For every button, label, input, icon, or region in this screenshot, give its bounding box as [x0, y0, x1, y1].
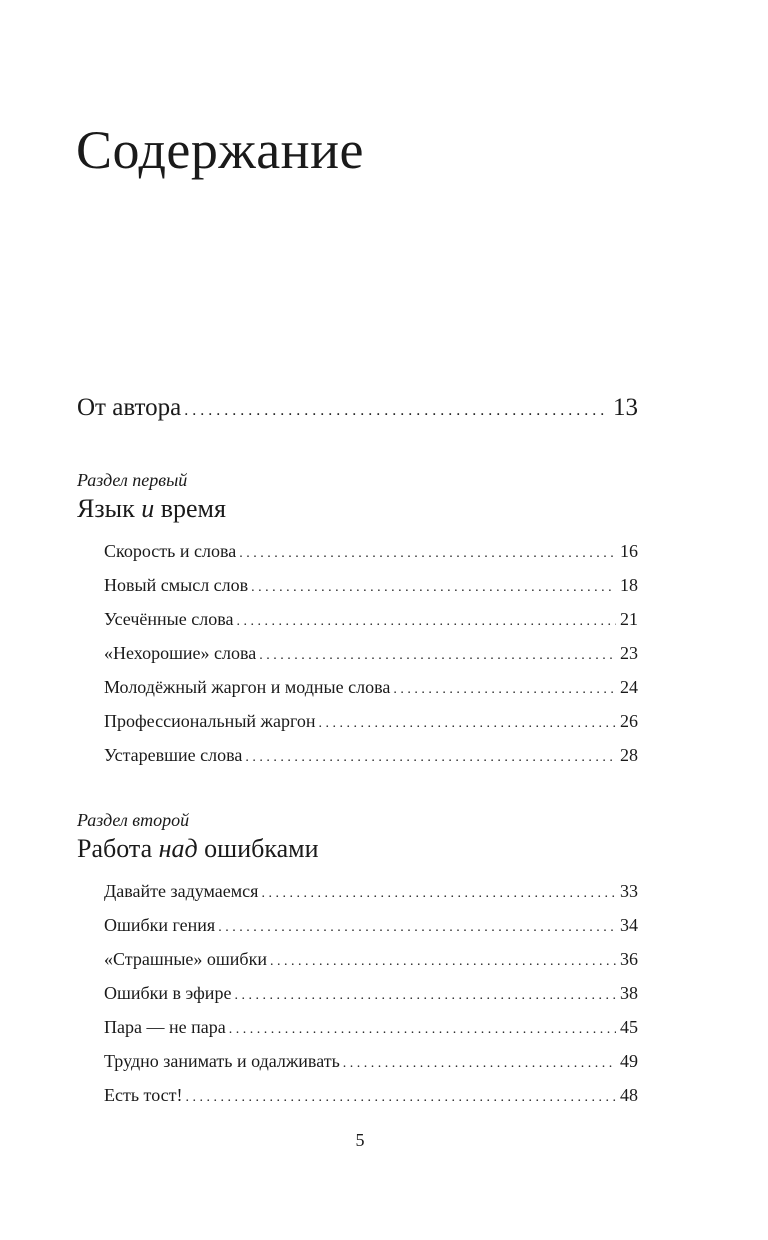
section-title-text: Работа	[77, 834, 159, 863]
toc-entry-label: «Нехорошие» слова	[104, 643, 257, 663]
toc-entry[interactable]	[104, 1017, 638, 1038]
toc-page-number: 24	[620, 677, 638, 697]
dot-leader	[186, 1090, 617, 1106]
toc-entry[interactable]	[104, 745, 638, 766]
toc-page-number: 18	[620, 575, 638, 595]
toc-page-number: 49	[620, 1051, 638, 1071]
section-label: Раздел первый	[77, 470, 188, 490]
section-title-text: ошибками	[197, 834, 319, 863]
toc-entry-label: Молодёжный жаргон и модные слова	[104, 677, 391, 697]
dot-leader	[184, 402, 609, 420]
dot-leader	[319, 716, 616, 732]
dot-leader	[234, 988, 616, 1004]
toc-entry[interactable]	[104, 949, 638, 970]
toc-page-number: 28	[620, 745, 638, 765]
page-title: Содержание	[76, 120, 364, 180]
toc-page-number: 45	[620, 1017, 638, 1037]
dot-leader	[259, 648, 616, 664]
toc-entry[interactable]	[104, 1085, 638, 1106]
toc-entry[interactable]	[104, 643, 638, 664]
section-title-text: время	[154, 494, 226, 523]
dot-leader	[393, 682, 616, 698]
toc-entry[interactable]	[104, 609, 638, 630]
toc-entry-label: Усечённые слова	[104, 609, 234, 629]
toc-entry[interactable]	[104, 541, 638, 562]
toc-page-number: 33	[620, 881, 638, 901]
dot-leader	[343, 1056, 616, 1072]
section-title-emphasis: и	[141, 494, 155, 523]
toc-entry[interactable]	[104, 1051, 638, 1072]
toc-entry[interactable]	[104, 881, 638, 902]
toc-entry[interactable]	[104, 983, 638, 1004]
section-title	[77, 494, 226, 524]
section-title-text: Язык	[77, 494, 142, 523]
dot-leader	[239, 546, 616, 562]
toc-page-number: 48	[620, 1085, 638, 1105]
toc-entry-label: Новый смысл слов	[104, 575, 249, 595]
dot-leader	[245, 750, 616, 766]
toc-entry-label: Пара — не пара	[104, 1017, 226, 1037]
toc-page-number: 26	[620, 711, 638, 731]
toc-entry-label: Давайте задумаемся	[104, 881, 259, 901]
toc-page-number: 23	[620, 643, 638, 663]
toc-entry-label: Скорость и слова	[104, 541, 237, 561]
toc-entry-label: От автора	[77, 394, 182, 421]
toc-entry-label: Устаревшие слова	[104, 745, 243, 765]
toc-page-number: 34	[620, 915, 638, 935]
section-label: Раздел второй	[77, 810, 190, 830]
toc-page-number: 36	[620, 949, 638, 969]
dot-leader	[229, 1022, 616, 1038]
toc-entry[interactable]	[104, 915, 638, 936]
toc-entry[interactable]	[104, 677, 638, 698]
toc-entry-label: Профессиональный жаргон	[104, 711, 316, 731]
toc-page-number: 16	[620, 541, 638, 561]
toc-page-number: 38	[620, 983, 638, 1003]
toc-page-number: 21	[620, 609, 638, 629]
toc-entry-label: Ошибки в эфире	[104, 983, 232, 1003]
toc-entry[interactable]	[104, 575, 638, 596]
toc-entry-label: Есть тост!	[104, 1085, 183, 1105]
toc-entry-label: Ошибки гения	[104, 915, 216, 935]
dot-leader	[270, 954, 616, 970]
section-title-emphasis: над	[158, 834, 198, 863]
section-title	[77, 834, 318, 864]
toc-entry-label: Трудно занимать и одалживать	[104, 1051, 340, 1071]
dot-leader	[251, 580, 616, 596]
page-number: 5	[355, 1130, 365, 1150]
toc-page-number: 13	[613, 394, 638, 421]
toc-entry[interactable]	[104, 711, 638, 732]
dot-leader	[236, 614, 616, 630]
toc-entry-preface[interactable]	[77, 394, 638, 422]
dot-leader	[218, 920, 616, 936]
toc-entry-label: «Страшные» ошибки	[104, 949, 267, 969]
dot-leader	[261, 886, 616, 902]
